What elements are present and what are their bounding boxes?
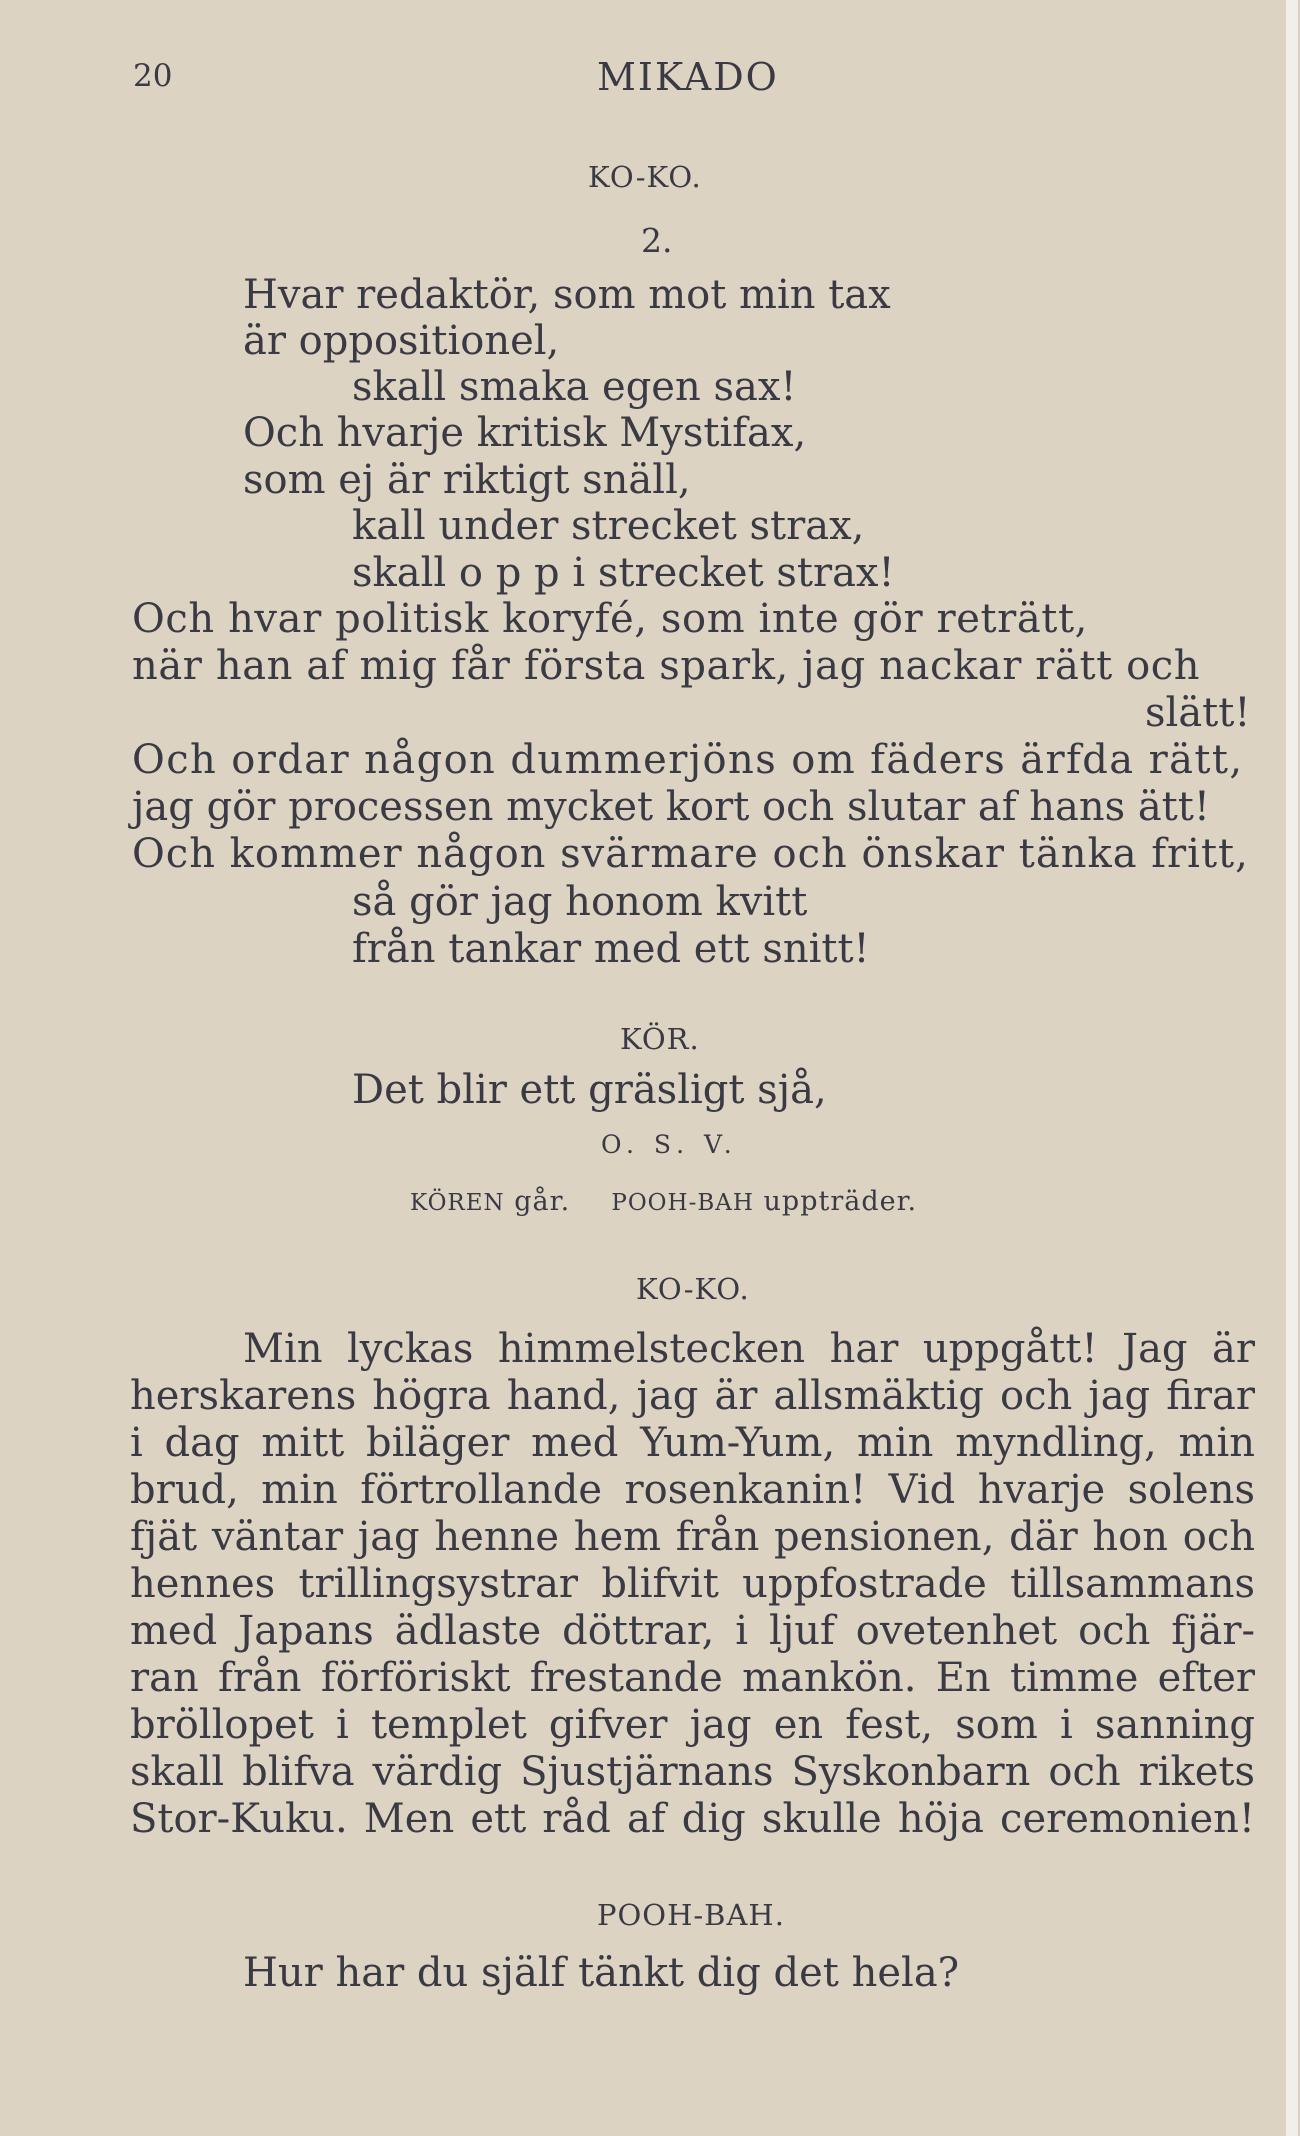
chorus-etc: O. S. V. — [601, 1130, 738, 1159]
verse-line: kall under strecket strax, — [352, 503, 865, 549]
verse-line: Och ordar någon dummerjöns om fäders ärfda rätt, — [132, 737, 1244, 783]
stage-direction-name: POOH-BAH — [611, 1190, 754, 1216]
speaker-poohbah: POOH-BAH. — [597, 1898, 785, 1932]
verse-line: så gör jag honom kvitt — [352, 879, 808, 925]
verse-line: skall smaka egen sax! — [352, 364, 797, 410]
paragraph-line: Min lyckas himmelstecken har uppgått! Jag är — [243, 1326, 1255, 1372]
paragraph-line: hennes trillingsystrar blifvit uppfostrade tillsammans — [130, 1561, 1255, 1607]
page-number: 20 — [133, 58, 173, 94]
speaker-koko-2: KO-KO. — [636, 1272, 750, 1306]
stage-direction-name: KÖREN — [410, 1190, 505, 1216]
verse-line: Och hvarje kritisk Mystifax, — [243, 410, 807, 456]
running-title: MIKADO — [597, 55, 779, 99]
speaker-chorus: KÖR. — [620, 1022, 700, 1056]
paragraph-line: skall blifva värdig Sjustjärnans Syskonbarn och rikets — [130, 1749, 1255, 1795]
verse-line: när han af mig får första spark, jag nackar rätt och — [132, 643, 1201, 689]
paragraph-line: brud, min förtrollande rosenkanin! Vid hvarje solens — [130, 1467, 1255, 1513]
verse-line: Och kommer någon svärmare och önskar tänka fritt, — [132, 831, 1249, 877]
stage-direction — [410, 1186, 917, 1217]
verse-line: är oppositionel, — [243, 318, 560, 364]
verse-line: från tankar med ett snitt! — [352, 926, 870, 972]
chorus-line: Det blir ett gräsligt sjå, — [352, 1067, 827, 1113]
poohbah-line: Hur har du själf tänkt dig det hela? — [243, 1950, 960, 1996]
paragraph-line: Stor-Kuku. Men ett råd af dig skulle höja ceremonien! — [130, 1796, 1255, 1842]
verse-line: Hvar redaktör, som mot min tax — [243, 272, 891, 318]
verse-line: slätt! — [1145, 690, 1251, 736]
speaker-koko-1: KO-KO. — [588, 160, 702, 194]
stage-direction-action: uppträder. — [763, 1186, 918, 1217]
verse-line: Och hvar politisk koryfé, som inte gör reträtt, — [132, 596, 1088, 642]
paragraph-line: fjät väntar jag henne hem från pensionen, där hon och — [130, 1514, 1255, 1560]
paragraph-line: ran från förföriskt frestande mankön. En timme efter — [130, 1655, 1255, 1701]
verse-line: jag gör processen mycket kort och slutar af hans ätt! — [132, 784, 1210, 830]
verse-number: 2. — [641, 221, 673, 260]
verse-line: skall o p p i strecket strax! — [352, 550, 895, 596]
verse-line: som ej är riktigt snäll, — [243, 457, 691, 503]
stage-direction-action: går. — [514, 1186, 571, 1217]
paragraph-line: herskarens högra hand, jag är allsmäktig och jag firar — [130, 1373, 1255, 1419]
paragraph-line: med Japans ädlaste döttrar, i ljuf ovetenhet och fjär- — [130, 1608, 1255, 1654]
paragraph-line: i dag mitt biläger med Yum-Yum, min myndling, min — [130, 1420, 1255, 1466]
paragraph-line: bröllopet i templet gifver jag en fest, som i sanning — [130, 1702, 1255, 1748]
